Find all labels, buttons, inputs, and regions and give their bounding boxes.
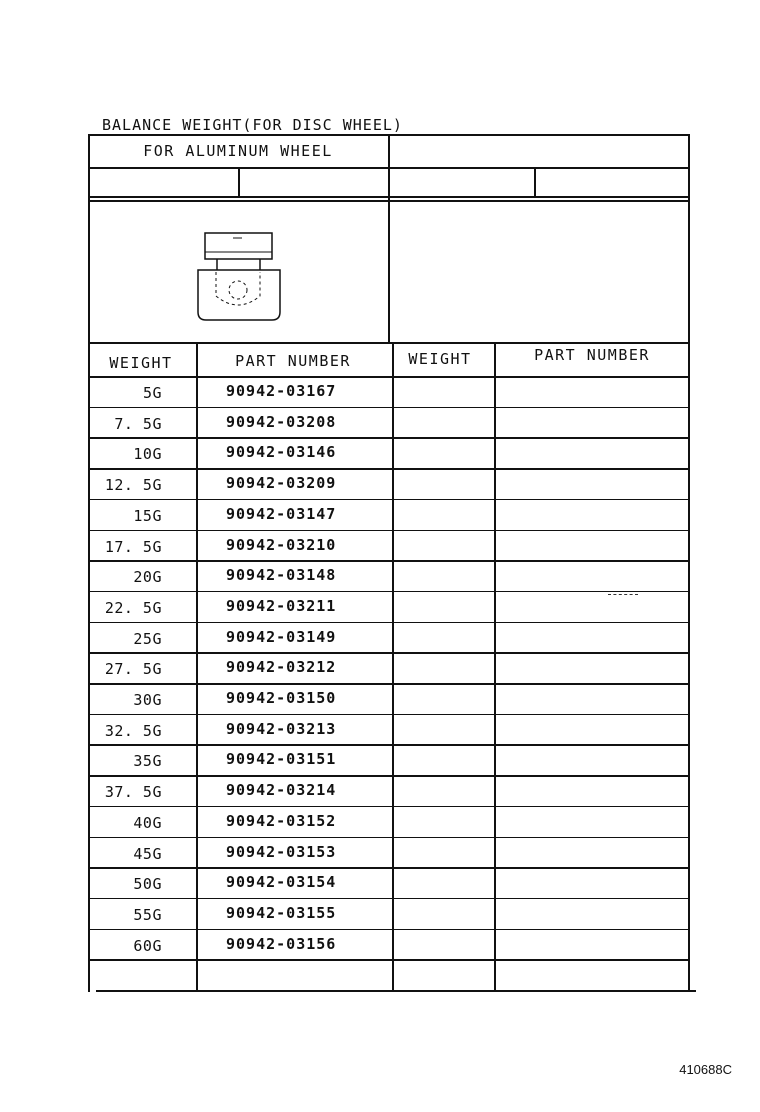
row-part-number: 90942-03209 <box>226 474 337 493</box>
sub-rule <box>88 200 690 202</box>
parts-table <box>88 134 694 992</box>
row-part-number: 90942-03151 <box>226 750 337 769</box>
row-weight: 20G <box>133 568 162 587</box>
row-weight: 40G <box>133 813 162 832</box>
row-part-number: 90942-03149 <box>226 627 337 646</box>
sub-divider <box>238 167 240 197</box>
row-part-number: 90942-03167 <box>226 382 337 400</box>
row-rule <box>88 806 690 808</box>
header-part-number-right: PART NUMBER <box>534 346 650 364</box>
row-weight: 25G <box>133 629 162 648</box>
col-divider-3 <box>494 342 496 992</box>
header-rule-top <box>88 342 690 344</box>
section-heading: FOR ALUMINUM WHEEL <box>143 142 333 160</box>
col-divider-2 <box>392 342 394 992</box>
row-rule <box>88 560 690 562</box>
row-rule <box>88 622 690 624</box>
row-part-number: 90942-03213 <box>226 719 337 738</box>
table-border-left <box>88 134 90 992</box>
row-rule <box>88 867 690 869</box>
col-divider-1 <box>196 342 198 992</box>
balance-weight-clip-icon <box>188 230 288 326</box>
row-rule <box>88 898 690 900</box>
row-part-number: 90942-03148 <box>226 566 337 585</box>
row-part-number: 90942-03152 <box>226 811 337 830</box>
row-part-number: 90942-03211 <box>226 596 337 615</box>
sub-divider <box>534 167 536 197</box>
row-weight: 15G <box>133 506 162 525</box>
row-weight: 27. 5G <box>104 660 162 679</box>
row-weight: 37. 5G <box>104 783 162 802</box>
table-border-right <box>688 134 690 992</box>
figure-code: 410688C <box>679 1062 732 1077</box>
row-rule <box>88 407 690 409</box>
row-rule <box>88 468 690 470</box>
header-weight-right: WEIGHT <box>408 350 472 368</box>
row-part-number: 90942-03146 <box>226 443 337 462</box>
row-rule <box>88 744 690 746</box>
row-weight: 7. 5G <box>114 414 162 433</box>
row-rule <box>88 499 690 501</box>
section-divider <box>388 134 390 342</box>
row-part-number: 90942-03210 <box>226 535 337 554</box>
row-weight: 32. 5G <box>104 721 162 740</box>
row-rule <box>88 714 690 716</box>
document-title: BALANCE WEIGHT(FOR DISC WHEEL) <box>102 116 403 134</box>
row-rule <box>88 376 690 378</box>
row-rule <box>88 959 690 961</box>
row-part-number: 90942-03212 <box>226 658 337 677</box>
header-part-number: PART NUMBER <box>235 352 351 370</box>
header-weight: WEIGHT <box>109 354 173 372</box>
row-part-number: 90942-03155 <box>226 903 337 922</box>
row-rule <box>88 929 690 931</box>
row-weight: 22. 5G <box>104 598 162 617</box>
row-part-number: 90942-03156 <box>226 934 337 953</box>
row-part-number: 90942-03153 <box>226 842 337 861</box>
row-part-number: 90942-03208 <box>226 412 337 431</box>
row-rule <box>88 652 690 654</box>
row-rule <box>88 837 690 839</box>
row-rule <box>88 437 690 439</box>
row-part-number: 90942-03147 <box>226 504 337 523</box>
row-rule <box>88 591 690 593</box>
row-weight: 10G <box>133 445 162 464</box>
row-weight: 50G <box>133 875 162 894</box>
row-rule <box>88 683 690 685</box>
sub-rule <box>88 196 690 198</box>
heading-rule <box>88 167 690 169</box>
row-weight: 60G <box>133 936 162 955</box>
row-weight: 45G <box>133 844 162 863</box>
table-border-bottom <box>96 990 696 992</box>
row-part-number: 90942-03150 <box>226 689 337 707</box>
row-weight: 30G <box>133 691 162 709</box>
row-weight: 5G <box>142 384 162 402</box>
row-weight: 35G <box>133 752 162 771</box>
row-part-number: 90942-03154 <box>226 873 337 892</box>
dash-mark <box>608 594 638 596</box>
row-part-number: 90942-03214 <box>226 781 337 800</box>
row-weight: 17. 5G <box>104 537 162 556</box>
row-weight: 12. 5G <box>104 476 162 495</box>
row-rule <box>88 775 690 777</box>
row-weight: 55G <box>133 905 162 924</box>
row-rule <box>88 530 690 532</box>
